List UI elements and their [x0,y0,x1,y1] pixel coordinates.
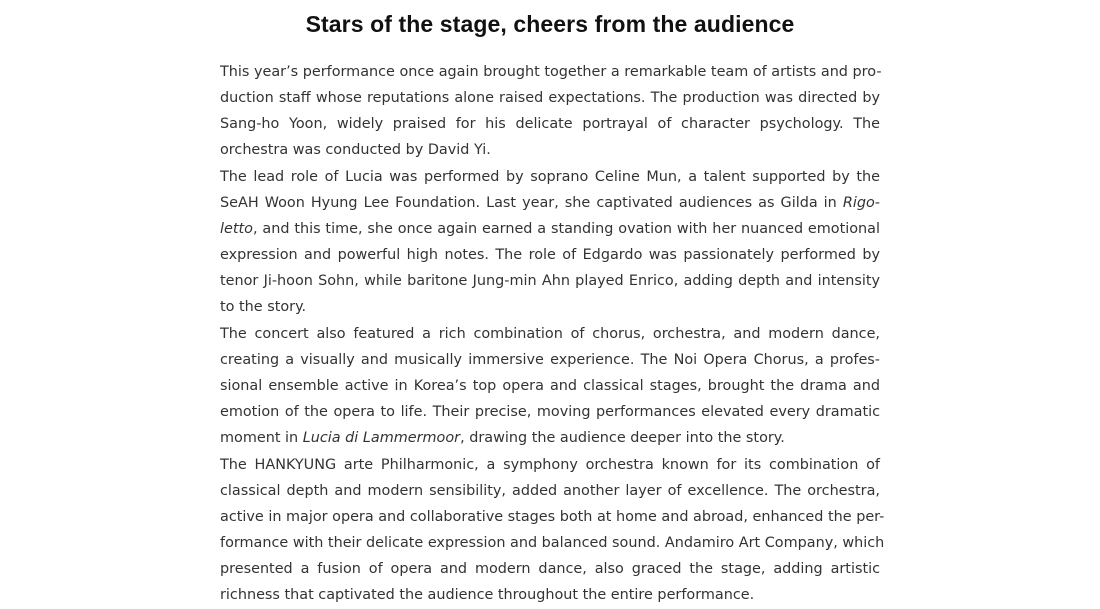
text-line [220,425,880,451]
text-line: The HANKYUNG arte Philharmonic, a symphony orchestra known for its combination of [220,457,880,473]
article-title: Stars of the stage, cheers from the audience [305,11,795,37]
text-line: Sang-ho Yoon, widely praised for his delicate portrayal of character psychology. The [220,116,880,132]
text-line: to the story. [220,299,307,315]
text-segment: moment in [220,430,299,446]
text-line [220,216,880,242]
text-segment: , and this time, she once again earned a standing ovation with her nuanced emotional [252,221,880,237]
paragraph-production-team [220,59,880,163]
article [220,0,885,609]
text-line: active in major opera and collaborative stages both at home and abroad, enhanced the per- [220,509,885,525]
paragraph-chorus [220,321,880,451]
text-line: The concert also featured a rich combination of chorus, orchestra, and modern dance, [220,326,880,342]
italic-title: Lucia di Lammermoor [302,430,461,446]
text-line: orchestra was conducted by David Yi. [220,142,491,158]
text-line: expression and powerful high notes. The role of Edgardo was passionately performed by [220,247,880,263]
text-line: formance with their delicate expression and balanced sound. Andamiro Art Company, which [220,535,885,551]
text-line [220,190,880,216]
text-segment: SeAH Woon Hyung Lee Foundation. Last year, she captivated audiences as Gilda in [220,195,837,211]
text-line: presented a fusion of opera and modern dance, also graced the stage, adding artistic [220,561,880,577]
text-line: This year’s performance once again brought together a remarkable team of artists and pro- [220,64,882,80]
text-line: classical depth and modern sensibility, added another layer of excellence. The orchestra, [220,483,880,499]
paragraph-lead-cast [220,164,880,320]
paragraph-orchestra [220,452,885,608]
text-line: duction staff whose reputations alone raised expectations. The production was directed by [220,90,880,106]
text-segment: , drawing the audience deeper into the story. [460,430,785,446]
italic-title: Rigo- [842,195,880,211]
text-line: emotion of the opera to life. Their precise, moving performances elevated every dramatic [220,404,880,420]
text-line: richness that captivated the audience throughout the entire performance. [220,587,755,603]
text-line: tenor Ji-hoon Sohn, while baritone Jung-min Ahn played Enrico, adding depth and intensity [220,273,880,289]
text-line: creating a visually and musically immersive experience. The Noi Opera Chorus, a profes- [220,352,880,368]
article-body [220,59,885,608]
text-line: The lead role of Lucia was performed by soprano Celine Mun, a talent supported by the [220,169,880,185]
text-line: sional ensemble active in Korea’s top opera and classical stages, brought the drama and [220,378,880,394]
italic-title: letto [220,221,253,237]
